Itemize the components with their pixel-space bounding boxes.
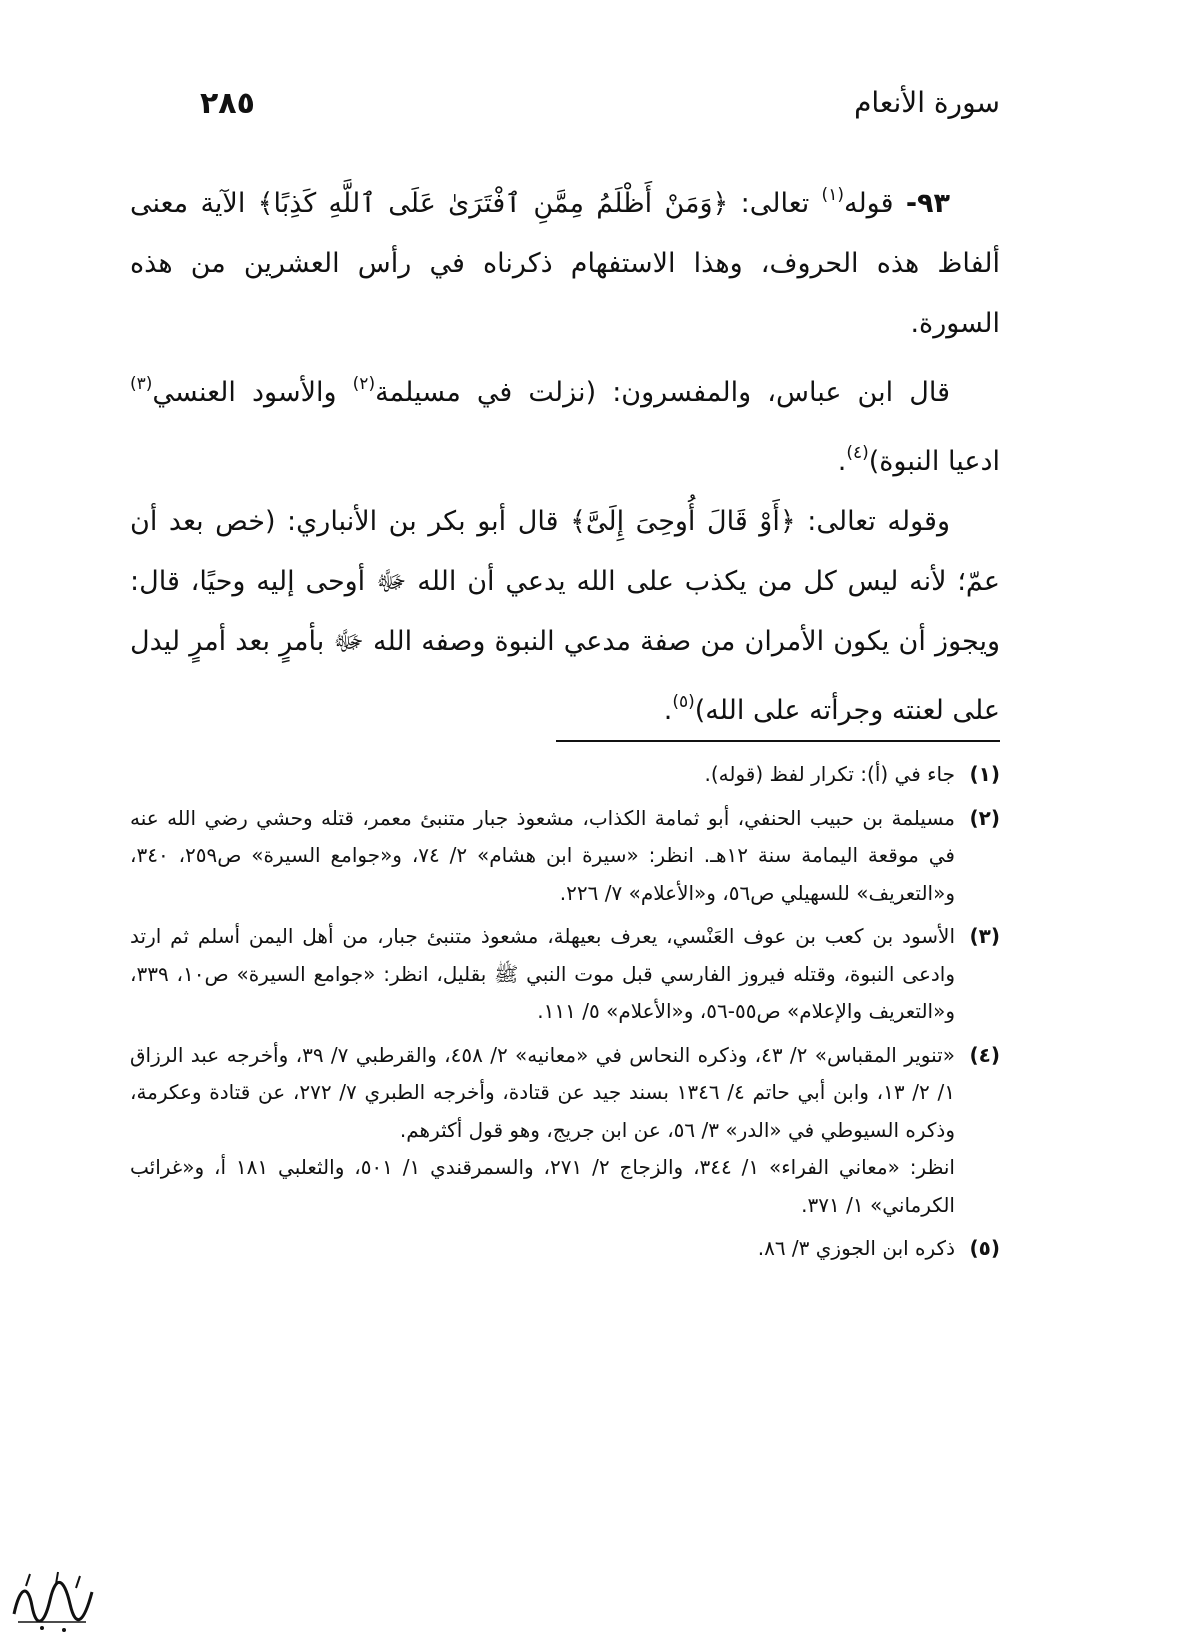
footnote-body [130, 1037, 955, 1225]
text-segment: تعالى: [728, 188, 822, 219]
paragraph-ibn-abbas [130, 354, 1000, 492]
footnote-body [130, 800, 955, 913]
footnote-1 [130, 756, 1000, 794]
footnote-ref-1: (١) [821, 185, 844, 205]
footnotes [130, 756, 1000, 1274]
footnote-ref-4: (٤) [846, 443, 869, 463]
paragraph-verse-93 [130, 165, 1000, 354]
text-segment: قال أبو بكر بن الأنباري: (خص بعد أن عمّ؛ لأنه ليس كل من يكذب على الله يدعي أن الله ﷻ أوحى إليه وحيًا، قال: ويجوز أن يكون الأمران من صفة مدعي النبوة وصفه الله ﷻ بأمرٍ بعد أمرٍ ليدل على لعنته وجرأته على الله) [130, 506, 1000, 726]
footnote-number: (٥) [969, 1236, 1000, 1260]
footnote-body [130, 756, 955, 794]
quran-quote: ﴿وَمَنْ أَظْلَمُ مِمَّنِ ٱفْتَرَىٰ عَلَى ٱللَّهِ كَذِبًا﴾ [257, 188, 729, 219]
footnote-ref-5: (٥) [672, 692, 695, 712]
footnote-text: الأسود بن كعب بن عوف العَنْسي، يعرف بعيهلة، مشعوذ متنبئ جبار، من أهل اليمن أسلم ثم ارتد وادعى النبوة، وقتله فيروز الفارسي قبل موت النبي ﷺ بقليل، انظر: «جوامع السيرة» ص١٠، ٣٣٩، و«التعريف والإعلام» ص٥٥-٥٦، و«الأعلام» ٥/ ١١١. [130, 924, 956, 1023]
footnote-body [130, 918, 955, 1031]
paragraph-anbari [130, 492, 1000, 741]
quran-quote: ﴿أَوْ قَالَ أُوحِىَ إِلَىَّ﴾ [570, 506, 796, 537]
publisher-logo [6, 1566, 98, 1636]
page-header [200, 86, 1000, 136]
text-segment: الآية معنى ألفاظ هذه الحروف، وهذا الاستفهام ذكرناه في رأس العشرين من هذه السورة. [130, 188, 1000, 339]
text-segment: ادعيا النبوة) [868, 446, 1000, 477]
footnote-text: انظر: «معاني الفراء» ١/ ٣٤٤، والزجاج ٢/ ٢٧١، والسمرقندي ١/ ٥٠١، والثعلبي ١٨١ أ، و«غرائب الكرماني» ١/ ٣٧١. [130, 1155, 955, 1217]
footnote-number: (٢) [969, 805, 1000, 830]
footnote-2 [130, 800, 1000, 913]
footnote-text: جاء في (أ): تكرار لفظ (قوله). [704, 762, 955, 786]
text-segment: وقوله تعالى: [795, 506, 950, 537]
footnote-3 [130, 918, 1000, 1031]
text-segment: . [837, 446, 847, 477]
footnote-number: (٣) [969, 924, 1000, 948]
footnote-text: ذكره ابن الجوزي ٣/ ٨٦. [757, 1236, 955, 1260]
footnote-text: مسيلمة بن حبيب الحنفي، أبو ثمامة الكذاب، مشعوذ جبار متنبئ معمر، قتله وحشي رضي الله عنه في موقعة اليمامة سنة ١٢هـ. انظر: «سيرة ابن هشام» ٢/ ٧٤، و«جوامع السيرة» ص٢٥٩، ٣٤٠، و«التعريف» للسهيلي ص٥٦، و«الأعلام» ٧/ ٢٢٦. [130, 805, 955, 905]
footnote-number: (١) [969, 762, 1000, 786]
logo-calligraphy-icon [6, 1566, 98, 1636]
page-number: ٢٨٥ [200, 86, 255, 121]
text-segment: قوله [843, 188, 906, 219]
footnote-text: «تنوير المقباس» ٢/ ٤٣، وذكره النحاس في «معانيه» ٢/ ٤٥٨، والقرطبي ٧/ ٣٩، وأخرجه عبد الرزاق ١/ ٢/ ١٣، وابن أبي حاتم ٤/ ١٣٤٦ بسند جيد عن قتادة، وأخرجه الطبري ٧/ ٢٧٢، عن قتادة وعكرمة، وذكره السيوطي في «الدر» ٣/ ٥٦، عن ابن جريج، وهو قول أكثرهم. [130, 1042, 955, 1142]
footnote-4 [130, 1037, 1000, 1225]
text-segment: قال ابن عباس، والمفسرون: (نزلت في مسيلمة [375, 377, 950, 408]
footnote-number: (٤) [969, 1042, 1000, 1067]
surah-title: سورة الأنعام [854, 86, 1000, 119]
footnote-5 [130, 1230, 1000, 1268]
footnote-body [130, 1230, 955, 1268]
footnote-divider [556, 740, 1000, 742]
main-text [130, 165, 1000, 741]
text-segment: والأسود العنسي [152, 377, 353, 408]
text-segment: . [663, 695, 673, 726]
footnote-ref-3: (٣) [130, 374, 153, 394]
verse-number: ٩٣- [905, 188, 951, 219]
footnote-ref-2: (٢) [352, 374, 376, 394]
